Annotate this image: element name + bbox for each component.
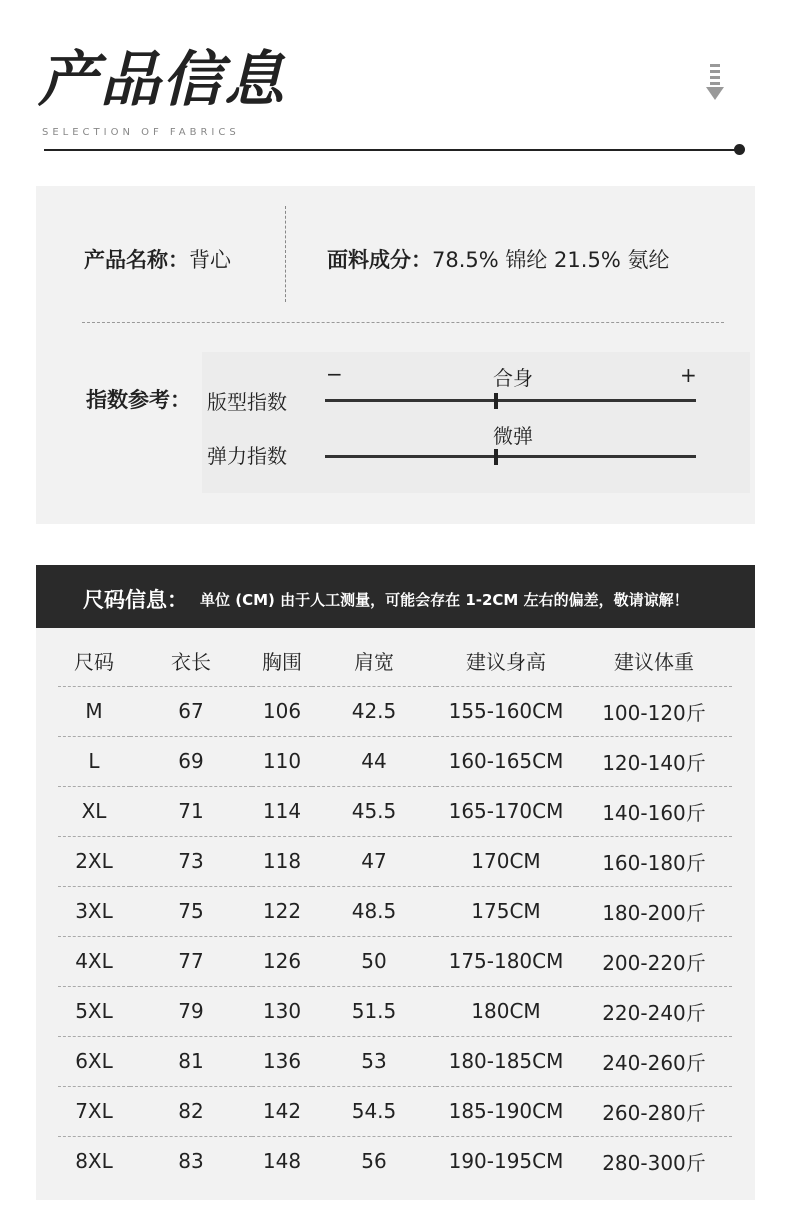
cell-shoulder: 44	[312, 736, 436, 786]
cell-shoulder: 42.5	[312, 686, 436, 736]
fabric-label: 面料成分：	[327, 248, 432, 272]
cell-length: 69	[130, 736, 252, 786]
cell-size: 4XL	[58, 936, 130, 986]
size-info-title: 尺码信息：	[83, 588, 188, 612]
cell-chest: 148	[262, 1149, 302, 1174]
cell-height: 185-190CM	[436, 1086, 576, 1136]
cell-size: M	[58, 686, 130, 736]
cell-length: 83	[178, 1149, 204, 1174]
cell-weight: 260-280斤	[576, 1086, 732, 1136]
fabric-composition	[327, 244, 669, 274]
cell-shoulder: 56	[361, 1149, 387, 1174]
header-weight: 建议体重	[576, 636, 732, 686]
header-shoulder: 肩宽	[312, 636, 436, 686]
cell-size: L	[58, 736, 130, 786]
cell-length: 73	[130, 836, 252, 886]
cell-length: 77	[130, 936, 252, 986]
vertical-divider	[285, 206, 286, 302]
cell-shoulder: 50	[312, 936, 436, 986]
cell-shoulder: 45.5	[312, 786, 436, 836]
cell-height: 190-195CM	[448, 1149, 564, 1174]
table-row	[58, 836, 732, 886]
cell-weight: 280-300斤	[602, 1150, 706, 1175]
cell-weight: 120-140斤	[576, 736, 732, 786]
cell-size: 5XL	[58, 986, 130, 1036]
header-length: 衣长	[130, 636, 252, 686]
table-row	[58, 936, 732, 986]
cell-chest: 126	[252, 936, 312, 986]
cell-chest: 110	[252, 736, 312, 786]
stretch-index-scale	[325, 455, 696, 458]
table-row	[58, 1136, 732, 1186]
table-row	[58, 786, 732, 836]
cell-length: 67	[130, 686, 252, 736]
size-info-banner	[36, 565, 755, 628]
cell-chest: 118	[252, 836, 312, 886]
plus-sign: +	[680, 363, 697, 387]
cell-size: 6XL	[58, 1036, 130, 1086]
cell-shoulder: 47	[312, 836, 436, 886]
page-subtitle: SELECTION OF FABRICS	[42, 127, 240, 138]
size-info-note: 单位 (CM) 由于人工测量，可能会存在 1-2CM 左右的偏差，敬请谅解！	[200, 591, 689, 609]
cell-height: 170CM	[436, 836, 576, 886]
cell-chest: 122	[252, 886, 312, 936]
cell-height: 155-160CM	[436, 686, 576, 736]
table-row	[58, 736, 732, 786]
cell-chest: 130	[252, 986, 312, 1036]
fabric-value: 78.5% 锦纶 21.5% 氨纶	[432, 248, 670, 272]
cell-length: 82	[130, 1086, 252, 1136]
cell-size: XL	[58, 786, 130, 836]
cell-weight: 240-260斤	[576, 1036, 732, 1086]
fit-index-label: 版型指数	[207, 390, 287, 414]
table-row	[58, 986, 732, 1036]
header-chest: 胸围	[252, 636, 312, 686]
table-row	[58, 1086, 732, 1136]
minus-sign: −	[326, 362, 343, 386]
cell-length: 81	[130, 1036, 252, 1086]
cell-height: 180CM	[436, 986, 576, 1036]
size-table	[58, 636, 732, 1186]
cell-chest: 142	[252, 1086, 312, 1136]
cell-size: 3XL	[58, 886, 130, 936]
title-divider-dot	[734, 144, 745, 155]
cell-size: 8XL	[75, 1149, 113, 1174]
cell-length: 75	[130, 886, 252, 936]
product-name-label: 产品名称：	[84, 248, 189, 272]
title-divider	[44, 149, 740, 151]
cell-shoulder: 48.5	[312, 886, 436, 936]
cell-chest: 106	[252, 686, 312, 736]
index-box	[202, 352, 750, 493]
fit-index-scale	[325, 399, 696, 402]
cell-length: 79	[130, 986, 252, 1036]
page-title: 产品信息	[38, 45, 286, 115]
index-label: 指数参考：	[86, 388, 191, 412]
header-height: 建议身高	[436, 636, 576, 686]
cell-weight: 100-120斤	[576, 686, 732, 736]
cell-chest: 136	[252, 1036, 312, 1086]
fit-index-marker	[494, 393, 498, 409]
cell-weight: 180-200斤	[576, 886, 732, 936]
cell-weight: 160-180斤	[576, 836, 732, 886]
scroll-down-icon	[703, 64, 727, 104]
cell-weight: 220-240斤	[576, 986, 732, 1036]
cell-chest: 114	[252, 786, 312, 836]
cell-height: 175-180CM	[436, 936, 576, 986]
product-name	[84, 244, 231, 274]
table-row	[58, 1036, 732, 1086]
header-size: 尺码	[58, 636, 130, 686]
cell-length: 71	[130, 786, 252, 836]
cell-shoulder: 54.5	[312, 1086, 436, 1136]
cell-shoulder: 53	[312, 1036, 436, 1086]
stretch-index-label: 弹力指数	[207, 444, 287, 468]
cell-shoulder: 51.5	[312, 986, 436, 1036]
cell-size: 2XL	[58, 836, 130, 886]
table-row	[58, 886, 732, 936]
table-row	[58, 686, 732, 736]
cell-weight: 200-220斤	[576, 936, 732, 986]
info-divider	[82, 322, 724, 323]
stretch-value: 微弹	[493, 424, 533, 448]
table-header-row	[58, 636, 732, 686]
cell-height: 180-185CM	[436, 1036, 576, 1086]
stretch-index-marker	[494, 449, 498, 465]
cell-size: 7XL	[58, 1086, 130, 1136]
fit-value: 合身	[493, 366, 533, 390]
cell-height: 160-165CM	[436, 736, 576, 786]
cell-height: 165-170CM	[436, 786, 576, 836]
cell-weight: 140-160斤	[576, 786, 732, 836]
cell-height: 175CM	[436, 886, 576, 936]
product-name-value: 背心	[189, 248, 231, 272]
